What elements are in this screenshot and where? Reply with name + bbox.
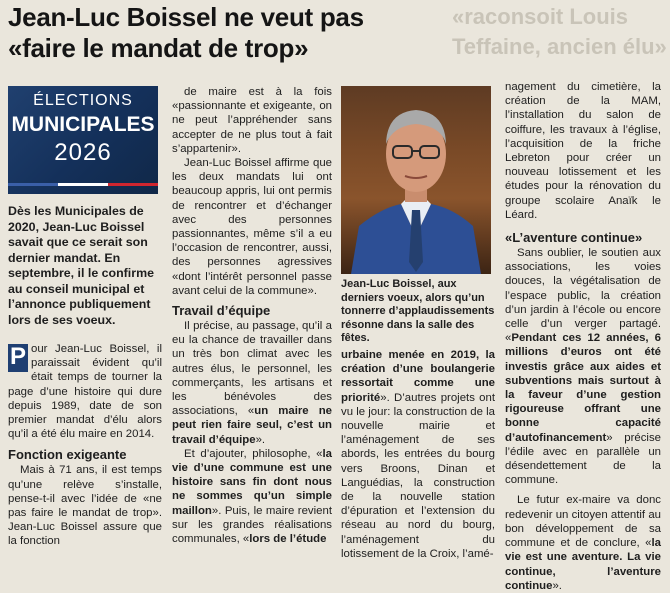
bleed-through-line-2: Teffaine, ancien élu» [452, 34, 667, 59]
col4-paragraph-1: nagement du cimetière, la création de la MAM, l’installation du salon de coiffure, les travaux à l’église, l’acquisition de la friche Lebreton pour créer un nouveau lotissement et les études pour la rénovation du groupe scolaire Anaïk le Léard. [505, 81, 661, 221]
col3-p1-quote: urbaine menée en 2019, la création d’une boulangerie ressortait comme une priorité [341, 349, 495, 404]
subhead-travail-equipe: Travail d’équipe [172, 303, 271, 319]
col1-paragraph-1 [8, 342, 162, 441]
col2-p4-text: Et d’ajouter, philosophe, « [184, 447, 323, 460]
headline [8, 2, 448, 64]
col4-paragraph-3 [505, 493, 661, 592]
col2-paragraph-3 [172, 319, 332, 447]
column-4 [505, 80, 661, 593]
subhead-fonction-exigeante: Fonction exigeante [8, 447, 127, 463]
badge-line-municipales: MUNICIPALES [11, 113, 155, 136]
badge-line-elections: ÉLECTIONS [33, 92, 133, 109]
headline-line-2: «faire le mandat de trop» [8, 33, 309, 63]
subhead-aventure-continue: «L’aventure continue» [505, 230, 643, 246]
col4-p2-text-2: » précise l’édile avec en parallèle un désendettement de la commune. [505, 431, 661, 487]
col1-paragraph-2: Mais à 71 ans, il est temps qu’une relève s’installe, pense-t-il avec l’idée de «ne pas faire le mandat de trop». Jean-Luc Boissel assure que la fonction [8, 464, 162, 548]
column-3 [341, 348, 495, 561]
column-1 [8, 204, 162, 549]
tricolor-stripe [8, 183, 158, 186]
col2-p3-quote: un maire ne peut rien faire seul, c’est un travail d’équipe [172, 405, 332, 446]
col2-p3-close: ». [255, 433, 266, 446]
col2-p3-text: Il précise, au passage, qu’il a eu la chance de travailler dans un très bon climat avec les autres élus, le personnel, les commerçants, les artisans et les bénévoles des associations, « [172, 320, 332, 418]
col4-p3-text: Le futur ex-maire va donc redevenir un citoyen attentif au bon développement de sa commune et de conclure, « [505, 494, 661, 550]
col2-paragraph-2: Jean-Luc Boissel affirme que les deux mandats lui ont beaucoup appris, lui ont permis de rencontrer et d’échanger avec des personnes passionnantes, même s’il a eu l’occasion de rencontrer, aussi, des personnes agressives «dont l’intérêt personnel passe avant celui de la commune». [172, 157, 332, 297]
drop-cap: P [9, 343, 26, 370]
portrait-photo [341, 86, 491, 274]
col2-p4-text-2: ». Puis, le maire revient sur les grandes réalisations communales, « [172, 504, 332, 546]
col2-paragraph-4 [172, 447, 332, 546]
col1-paragraph-1-text: our Jean-Luc Boissel, il paraissait évident qu’il était temps de tourner la page d’une histoire qui dure depuis 1989, date de son premier mandat d’élu alors qu’il a été élu maire en 2014. [8, 343, 162, 441]
elections-badge [8, 86, 158, 194]
col4-p3-close: ». [552, 579, 562, 592]
col4-p2-quote: Pendant ces 12 années, 6 millions d’euros ont été investis grâce aux aides et subventions mais surtout à la faveur d’une gestion rigoureuse offrant une bonne capacité d’autofinancement [505, 332, 661, 444]
col4-paragraph-2 [505, 246, 661, 487]
badge-line-year: 2026 [54, 139, 112, 166]
bleed-through-line-1: «raconsoit Louis [452, 4, 629, 29]
lead-paragraph: Dès les Municipales de 2020, Jean-Luc Boissel savait que ce serait son dernier mandat. En septembre, il le confirme au conseil municipal et l’annonce publiquement lors de ses voeux. [8, 204, 154, 327]
col2-p4-quote: la vie d’une commune est une histoire sans fin dont nous ne sommes qu’un simple maillon [172, 447, 332, 517]
col3-p1-text: ». D’autres projets ont vu le jour: la construction de la nouvelle mairie et l’aménagement de ses abords, les entrées du bourg vers Broons, Dinan et Languédias, la construction de la nouvelle station d’épuration et l’extension du réseau au nord du bourg, l’aménagement du lotissement de la Croix, l’amé- [341, 391, 495, 560]
bleed-through-text [452, 2, 670, 62]
photo-caption: Jean-Luc Boissel, aux derniers voeux, alors qu’un tonnerre d’applaudissements résonne dans la salle des fêtes. [341, 278, 495, 345]
col3-paragraph-1 [341, 348, 495, 561]
col2-paragraph-1: de maire est à la fois «passionnante et exigeante, on ne peut l’appréhender sans accepter de ne plus tout à fait s’appartenir». [172, 86, 332, 155]
column-2 [172, 85, 332, 546]
portrait-illustration [341, 86, 491, 274]
col4-p3-quote: la vie est une aventure. La vie continue, l’aventure continue [505, 537, 661, 592]
col4-p2-text: Sans oublier, le soutien aux associations, les voies douces, la végétalisation de l’espace public, la création d’un jardin à l’école ou encore celle d’un verger partagé. « [505, 247, 661, 345]
col2-p4-quote-2: lors de l’étude [249, 533, 327, 546]
headline-line-1: Jean-Luc Boissel ne veut pas [8, 2, 364, 32]
